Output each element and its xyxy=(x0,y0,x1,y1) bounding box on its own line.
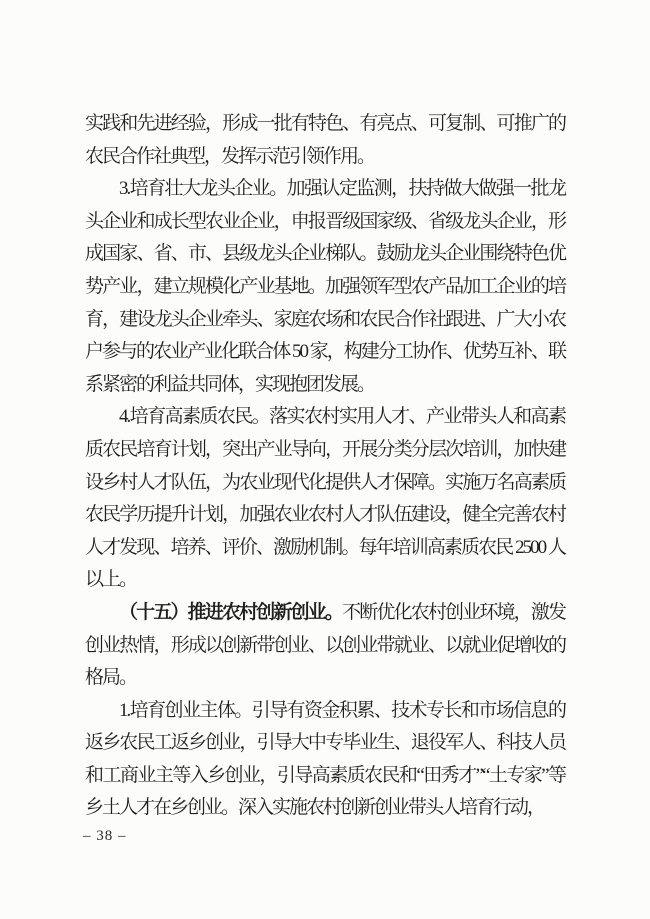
paragraph-text: 3.培育壮大龙头企业。加强认定监测，扶持做大做强一批龙头企业和成长型农业企业，申报晋级国家级、省级龙头企业，形成国家、省、市、县级龙头企业梯队。鼓励龙头企业围绕特色优势产业，建立规模化产业基地。加强领军型农产品加工企业的培育，建设龙头企业牵头、家庭农场和农民合作社跟进、广大小农户参与的农业产业化联合体 50 家，构建分工协作、优势互补、联系紧密的利益共同体，实现抱团发展。 xyxy=(85,178,565,395)
paragraph-text: 不断优化农村创业环境，激发创业热情，形成以创新带创业、以创业带就业、以就业促增收的格局。 xyxy=(85,601,565,689)
document-body xyxy=(85,108,565,825)
paragraph-text: 4.培育高素质农民。落实农村实用人才、产业带头人和高素质农民培育计划，突出产业导向，开展分类分层次培训，加快建设乡村人才队伍，为农业现代化提供人才保障。实施万名高素质农民学历提升计划，加强农业农村人才队伍建设，健全完善农村人才发现、培养、评价、激励机制。每年培训高素质农民 2500 人以上。 xyxy=(85,406,565,591)
section-heading: （十五）推进农村创新创业。 xyxy=(119,601,343,623)
paragraph-continuation xyxy=(85,108,565,173)
paragraph-text: 1.培育创业主体。引导有资金积累、技术专长和市场信息的返乡农民工返乡创业，引导大中专毕业生、退役军人、科技人员和工商业主等入乡创业，引导高素质农民和“田秀才”“土专家”等乡土人才在乡创业。深入实施农村创新创业带头人培育行动， xyxy=(85,699,565,819)
paragraph-item-3-leading-enterprises xyxy=(85,173,565,401)
paragraph-text: 实践和先进经验，形成一批有特色、有亮点、可复制、可推广的农民合作社典型，发挥示范引领作用。 xyxy=(85,113,565,167)
paragraph-item-1-entrepreneurship-subjects xyxy=(85,695,565,825)
page-number: – 38 – xyxy=(83,828,127,844)
paragraph-item-4-high-quality-farmers xyxy=(85,401,565,597)
paragraph-section-15-rural-innovation xyxy=(85,597,565,695)
